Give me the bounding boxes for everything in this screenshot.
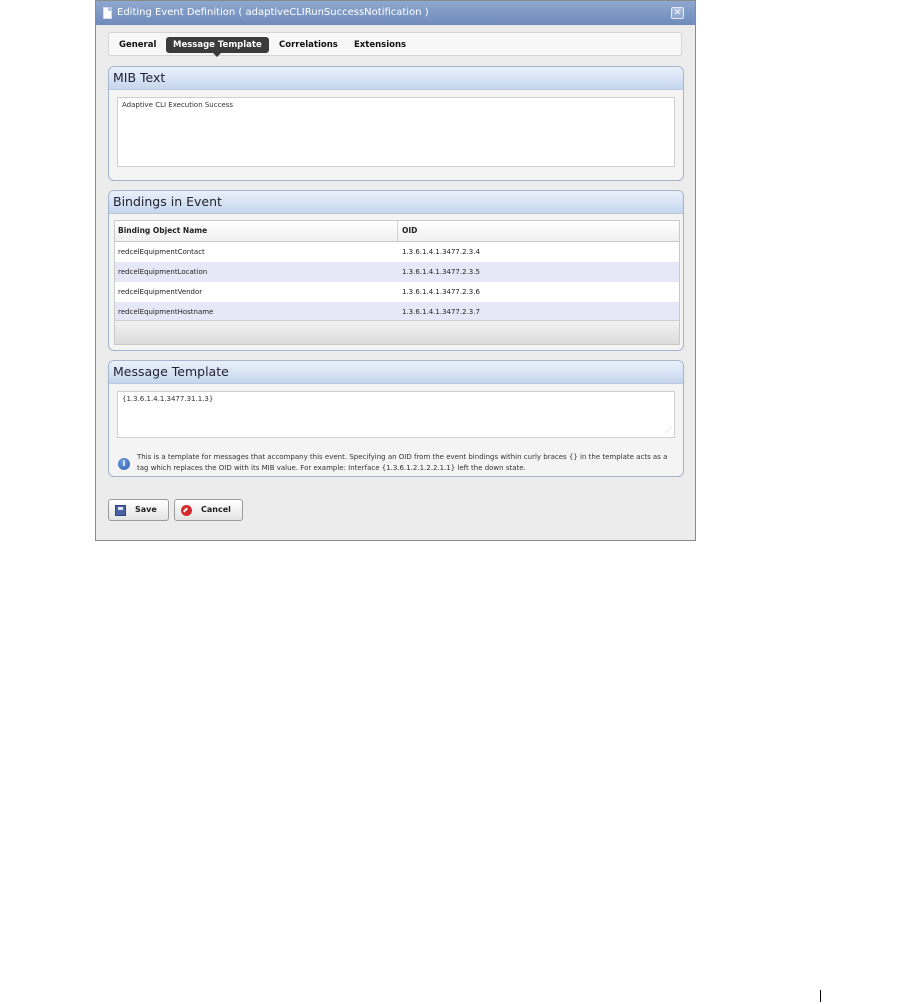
tab-bar bbox=[108, 32, 682, 56]
tab-general[interactable]: General bbox=[119, 40, 157, 50]
cell-oid: 1.3.6.1.4.1.3477.2.3.6 bbox=[402, 288, 480, 296]
bindings-table bbox=[114, 220, 680, 345]
cell-binding-name: redcelEquipmentLocation bbox=[118, 268, 208, 276]
save-button[interactable] bbox=[108, 499, 169, 521]
close-button[interactable]: ✕ bbox=[671, 7, 684, 19]
cancel-button[interactable] bbox=[174, 499, 243, 521]
cell-oid: 1.3.6.1.4.1.3477.2.3.4 bbox=[402, 248, 480, 256]
edit-event-dialog bbox=[95, 0, 696, 541]
table-row[interactable] bbox=[115, 282, 679, 302]
cell-binding-name: redcelEquipmentContact bbox=[118, 248, 205, 256]
message-template-help: This is a template for messages that accompany this event. Specifying an OID from the event bindings within curly braces {} in the template acts as a tag which replaces the OID with its MIB value. For example: Interface {1.3.6.1.2.1.2.2.1.1} left the down state. bbox=[137, 453, 668, 472]
message-template-value: {1.3.6.1.4.1.3477.31.1.3} bbox=[122, 395, 214, 403]
dialog-titlebar[interactable] bbox=[96, 1, 695, 25]
cancel-button-label: Cancel bbox=[201, 505, 231, 514]
mib-text-panel bbox=[108, 66, 684, 181]
save-button-label: Save bbox=[135, 505, 157, 514]
column-header-oid[interactable]: OID bbox=[402, 226, 418, 235]
document-icon bbox=[103, 7, 112, 19]
mib-text-header: MIB Text bbox=[109, 67, 683, 90]
dialog-title: Editing Event Definition ( adaptiveCLIRunSuccessNotification ) bbox=[117, 7, 429, 18]
cancel-icon bbox=[181, 505, 192, 516]
table-row[interactable] bbox=[115, 242, 679, 262]
column-divider bbox=[397, 221, 398, 241]
bindings-header: Bindings in Event bbox=[109, 191, 683, 214]
cell-oid: 1.3.6.1.4.1.3477.2.3.5 bbox=[402, 268, 480, 276]
cell-oid: 1.3.6.1.4.1.3477.2.3.7 bbox=[402, 308, 480, 316]
mib-text-value: Adaptive CLI Execution Success bbox=[122, 101, 234, 109]
table-row[interactable] bbox=[115, 262, 679, 282]
page-margin-rule bbox=[820, 990, 821, 1002]
table-row[interactable] bbox=[115, 302, 679, 322]
cell-binding-name: redcelEquipmentHostname bbox=[118, 308, 214, 316]
table-header-row bbox=[115, 221, 679, 242]
message-template-panel bbox=[108, 360, 684, 477]
tab-correlations[interactable]: Correlations bbox=[279, 40, 338, 50]
column-header-binding-name[interactable]: Binding Object Name bbox=[118, 226, 208, 235]
tab-message-template[interactable]: Message Template bbox=[166, 37, 269, 53]
table-footer bbox=[115, 320, 679, 344]
table-body bbox=[115, 242, 679, 322]
message-template-header: Message Template bbox=[109, 361, 683, 384]
resize-grip-icon[interactable]: ⋰ bbox=[665, 426, 671, 434]
message-template-field[interactable] bbox=[117, 391, 675, 438]
info-icon: i bbox=[118, 458, 130, 470]
bindings-panel bbox=[108, 190, 684, 351]
tab-extensions[interactable]: Extensions bbox=[354, 40, 407, 50]
save-icon bbox=[115, 505, 126, 516]
cell-binding-name: redcelEquipmentVendor bbox=[118, 288, 203, 296]
mib-text-field[interactable] bbox=[117, 97, 675, 167]
